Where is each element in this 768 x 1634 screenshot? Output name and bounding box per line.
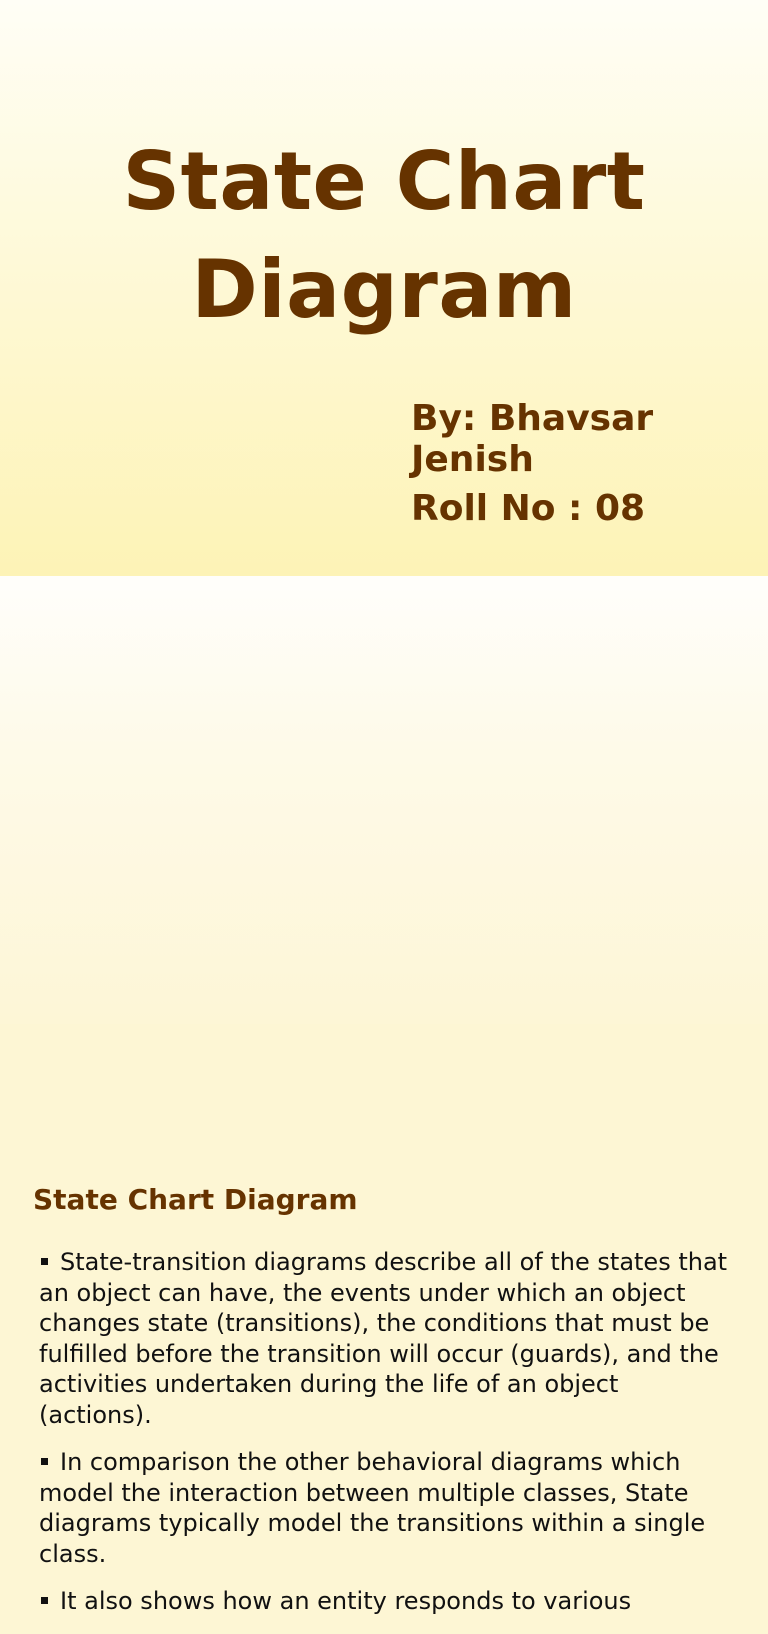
subtitle-block: [411, 398, 751, 529]
section-heading: State Chart Diagram: [33, 1183, 358, 1216]
bullet-text: In comparison the other behavioral diagrams which model the interaction between multiple classes, State diagrams typically model the transitions within a single class.: [39, 1448, 706, 1568]
square-bullet-icon: [41, 1258, 48, 1265]
author-name: By: Bhavsar Jenish: [411, 398, 654, 480]
roll-number: Roll No : 08: [411, 488, 646, 529]
title-slide: [0, 0, 768, 576]
square-bullet-icon: [41, 1597, 48, 1604]
bullet-list: [39, 1247, 729, 1634]
bullet-item: [39, 1586, 729, 1617]
slide-title-line-2: Diagram: [191, 243, 577, 336]
content-slide: [0, 576, 768, 1615]
bullet-text: State-transition diagrams describe all of the states that an object can have, the events under which an object changes state (transitions), the conditions that must be fulfilled before the transition will occur (guards), and the activities undertaken during the life of an object (actions).: [39, 1248, 728, 1429]
bullet-item: [39, 1447, 729, 1569]
bullet-text: It also shows how an entity responds to various: [60, 1587, 632, 1615]
square-bullet-icon: [41, 1458, 48, 1465]
slide-title: [0, 128, 768, 344]
bullet-item: [39, 1247, 729, 1430]
slide-title-line-1: State Chart: [122, 135, 646, 228]
